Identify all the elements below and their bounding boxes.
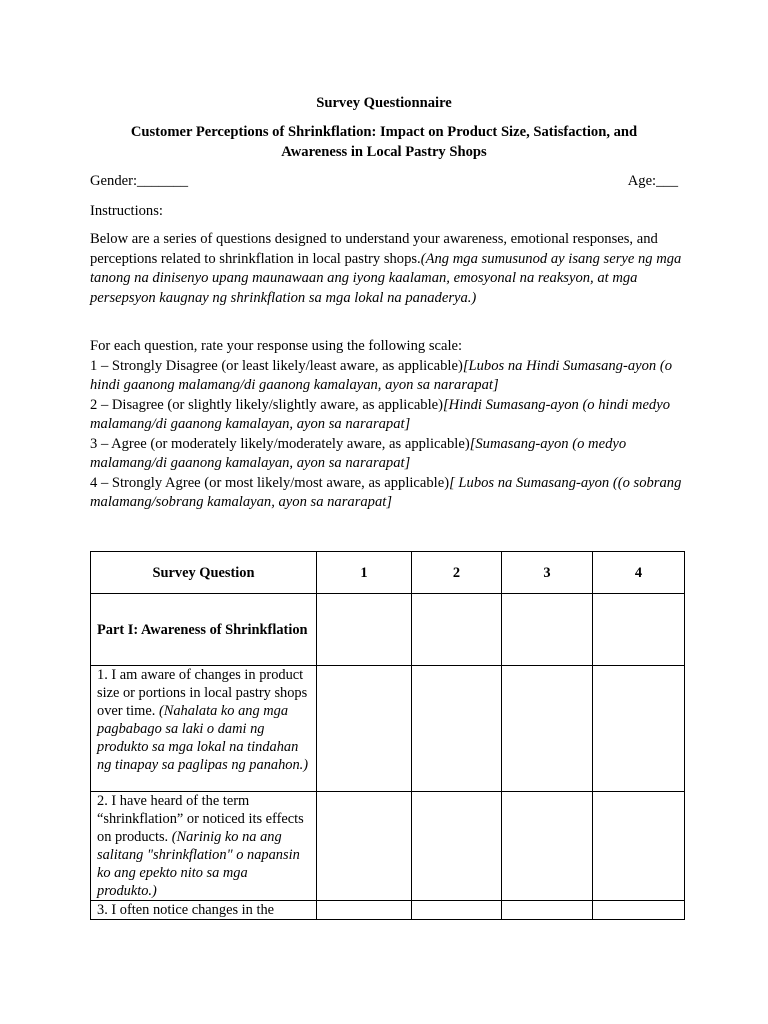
- document-subtitle: [110, 122, 658, 162]
- scale-item-4: [90, 474, 682, 513]
- rating-cell[interactable]: [317, 666, 412, 792]
- intro-translation: (Ang mga sumusunod ay isang serye ng mga tanong na dinisenyo upang maunawaan ang iyong kaalaman, emosyonal na reaksyon, at mga persepsyon kaugnay ng shrinkflation sa mga lokal na panaderya.): [90, 250, 682, 306]
- scale-item-3-text: 3 – Agree (or moderately likely/moderately aware, as applicable): [90, 435, 470, 452]
- rating-cell[interactable]: [317, 901, 412, 920]
- rating-cell[interactable]: [593, 594, 685, 666]
- scale-item-2-translation: [Hindi Sumasang-ayon (o hindi medyo malamang/di gaanong kamalayan, ayon sa nararapat]: [90, 396, 670, 432]
- header-rating-2: 2: [412, 552, 502, 594]
- header-rating-1: 1: [317, 552, 412, 594]
- question-text: 2. I have heard of the term “shrinkflation” or noticed its effects on products.: [97, 793, 304, 845]
- rating-cell[interactable]: [502, 666, 593, 792]
- question-text: 3. I often notice changes in the: [97, 902, 275, 918]
- scale-item-3: [90, 435, 682, 474]
- scale-item-2: [90, 396, 682, 435]
- question-translation: (Narinig ko na ang salitang "shrinkflation" o napansin ko ang epekto nito sa mga produkto.): [97, 829, 300, 899]
- table-header-row: [91, 552, 685, 594]
- scale-item-1: [90, 357, 682, 396]
- document-title: Survey Questionnaire: [316, 95, 452, 111]
- rating-cell[interactable]: [502, 901, 593, 920]
- gender-field[interactable]: Gender:_______: [90, 173, 189, 189]
- question-text: 1. I am aware of changes in product size or portions in local pastry shops over time.: [97, 667, 308, 719]
- subtitle-line-1: Customer Perceptions of Shrinkflation: Impact on Product Size, Satisfaction, and: [130, 124, 638, 140]
- subtitle-line-2: Awareness in Local Pastry Shops: [281, 144, 487, 160]
- header-survey-question: Survey Question: [91, 552, 317, 594]
- rating-cell[interactable]: [593, 901, 685, 920]
- rating-cell[interactable]: [502, 792, 593, 901]
- table-row: [91, 901, 685, 920]
- rating-cell[interactable]: [412, 792, 502, 901]
- question-cell: [91, 792, 317, 901]
- rating-cell[interactable]: [412, 901, 502, 920]
- rating-cell[interactable]: [317, 594, 412, 666]
- header-rating-4: 4: [593, 552, 685, 594]
- scale-item-4-translation: [ Lubos na Sumasang-ayon ((o sobrang malamang/sobrang kamalayan, ayon sa nararapat]: [90, 474, 682, 510]
- question-translation: (Nahalata ko ang mga pagbabago sa laki o dami ng produkto sa mga lokal na tindahan ng tinapay sa paglipas ng panahon.): [97, 703, 309, 773]
- intro-text: Below are a series of questions designed to understand your awareness, emotional responses, and perceptions related to shrinkflation in local pastry shops.: [90, 231, 658, 267]
- table-row: [91, 792, 685, 901]
- rating-scale-section: [90, 337, 682, 513]
- question-cell: [91, 901, 317, 920]
- scale-intro: For each question, rate your response using the following scale:: [90, 338, 463, 354]
- intro-paragraph: [90, 230, 682, 308]
- table-row: [91, 666, 685, 792]
- scale-item-1-translation: [Lubos na Hindi Sumasang-ayon (o hindi gaanong malamang/di gaanong kamalayan, ayon sa nararapat]: [90, 357, 673, 393]
- rating-cell[interactable]: [502, 594, 593, 666]
- instructions-heading: Instructions:: [90, 203, 163, 219]
- rating-cell[interactable]: [317, 792, 412, 901]
- scale-item-2-text: 2 – Disagree (or slightly likely/slightly aware, as applicable): [90, 396, 443, 413]
- scale-item-3-translation: [Sumasang-ayon (o medyo malamang/di gaanong kamalayan, ayon sa nararapat]: [90, 435, 627, 471]
- rating-cell[interactable]: [593, 666, 685, 792]
- survey-table: [90, 551, 685, 920]
- part-title-cell: Part I: Awareness of Shrinkflation: [91, 594, 317, 666]
- rating-cell[interactable]: [412, 594, 502, 666]
- rating-cell[interactable]: [412, 666, 502, 792]
- scale-item-1-text: 1 – Strongly Disagree (or least likely/least aware, as applicable): [90, 357, 463, 374]
- scale-item-4-text: 4 – Strongly Agree (or most likely/most aware, as applicable): [90, 474, 450, 491]
- respondent-info-row: [90, 171, 678, 191]
- table-row-part-title: [91, 594, 685, 666]
- question-cell: [91, 666, 317, 792]
- age-field[interactable]: Age:___: [627, 173, 678, 189]
- header-rating-3: 3: [502, 552, 593, 594]
- rating-cell[interactable]: [593, 792, 685, 901]
